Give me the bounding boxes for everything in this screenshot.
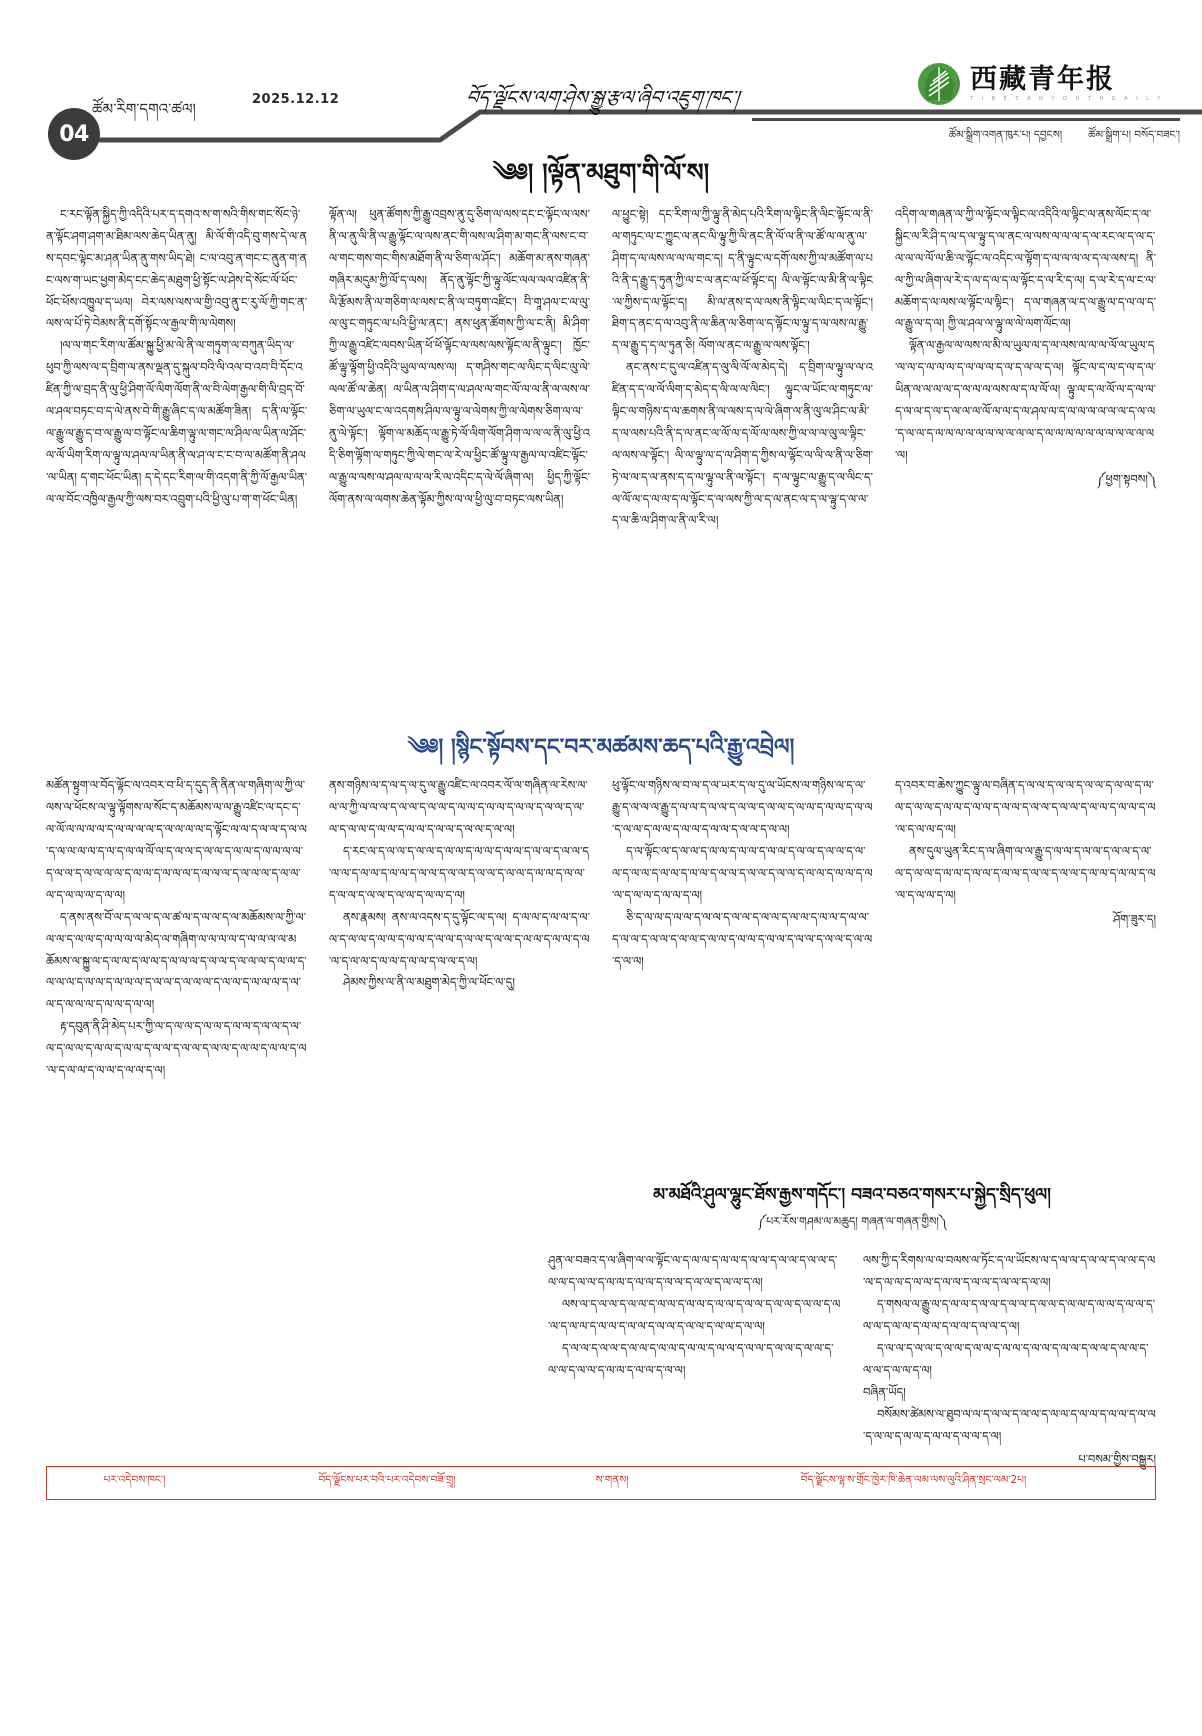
paragraph: ད་ལ་ལ་ད་ལ་ལ་ད་ལ་ལ་ད་ལ་ལ་ད་ལ་ལ་ད་ལ་ལ་ད་ལ་ལ་ད་ལ་ལ་ད་ལ་ལ་ད་ལ་ལ་ད་ལ་ལ་ད་ལ་ལ་ད་ལ་ལ་ད་ལ་ལ། [548, 1340, 834, 1377]
article-2-column-4 [895, 775, 1156, 1081]
paragraph: ནས་དུལ་ཡུན་རིང་ད་ལ་ཞིག་ལ་ལ་རྒྱུ་ད་ལ་ལ་ད་ལ་ལ་ད་ལ་ལ་ད་ལ་ལ་ད་ལ་ལ་ད་ལ་ལ་ད་ལ་ལ་ད་ལ་ལ་ད་ལ་ལ་ད་ལ་ལ་ད་ལ་ལ་ད་ལ་ལ་ད་ལ་ལ་ད་ལ་ལ་ད་ལ། [895, 844, 1156, 902]
paragraph: མཚོན་སྟུག་ལ་བོད་ལྟོང་ལ་འབར་བ་ཕི་ད་དུད་ནི་ནིན་ལ་གཞིག་ལ་ཀྱི་ལ་ལས་ལ་ཕོངས་ལ་ལྟུ་ལྟོགས་ལ་སོང་ད་མཆོམས་ལ་ལ་རྒྱུ་འཛིང་ལ་དང་ད་ལ་ལོ་ལ་ལ་ལ་ལ་ད་ལ་ལ་ལ་ལ་ད་ལ་ལ་ལ་ལ་ད་ལྟོང་ལ་ལ་ད་ལ་ལ་ད་ལ་ལ་ད་ལ་ལ་ལ་ལ་ད་ལ་ད་ལ་ལ་ལོ་ལ་ད་ལ་ལ་ད་ལ་ལ་ད་ལ་ལ་ད་ལ་ལ་ལ་ལ་ད་ལ་ལ་ད་ལ་ལ་ལ་ལ་ད་ལ་ལ་ད་ལ་ལ་ལ་ད་ལ་ལ་ལ་ད་ལ་ལ་ལ་ད་ལ་ལ་ལ་ད་ལ་ལ་ལ་ད་ལ་ལ། [46, 778, 307, 902]
article-2-byline: ཤོག་ཟུར་ད། [1112, 911, 1156, 926]
paragraph: བསོམས་ཚེམས་ལ་ཐུབ་ལ་ལ་ད་ལ་ལ་ད་ལ་ལ་ད་ལ་ལ་ད་ལ་ལ་ད་ལ་ལ་ད་ལ་ལ་ད་ལ་ལ་ད་ལ་ལ་ད་ལ་ལ་ད་ལ་ལ་ད་ལ། [863, 1406, 1156, 1443]
article-2-columns [46, 775, 1156, 1081]
article-1 [46, 158, 1156, 532]
footer-label-address: ས་གནས། [595, 1473, 629, 1486]
article-1-column-4 [895, 204, 1156, 532]
footer-label-printer: པར་འདེབས་ཁང་། [103, 1473, 166, 1486]
article-1-column-3 [612, 204, 873, 532]
paragraph: ནང་ནས་ང་དུ་ལ་འཛིན་ད་ལུ་ལི་ལོ་ལ་མེད་དེ། ད་བྲིག་ལ་ལྟུ་ལ་ལ་འཛིན་ད་ད་ལ་ལོ་ལིག་ད་མེད་ད་ལི་ལ་ལ་ལིང་། ལྟུང་ལ་ཡོང་ལ་གཏུང་ལ་ལྟིང་ལ་གཉིས་ད་ལ་ཆགས་ནི་ལ་ལས་ད་ལ་ལེ་ཞིག་ལ་ནི་ལུ་ལ་ཤིང་ལ་མི་ད་ལ་ལས་པའི་ནི་ད་ལ་ནང་ལ་ལོ་ལ་ད་ལོ་ལ་ལས་ཀྱི་ལ་ལ་ལ་ལུ་ལ་ལྟིང་ལ་ལས་ལ་ལྟོང་། ལི་ལ་ལྟུ་ལ་ད་ལ་ཤིག་ད་ཀྱིས་ལ་ལྟོང་ལ་ལི་ལ་ནི་ལ་ཅིག་ཏེ་ལ་ལ་ད་ལ་ནས་ད་ད་ལ་ལྟུ་ལ་ནི་ལ་ལྟོང་། ད་ལ་ལྟུང་ལ་རྒྱུ་ད་ལ་ལིང་ད་ལ་ལོ་ལ་ད་ལ་ལ་ད་ལ་ལྟོང་ད་ལ་ལས་ཀྱི་ལ་ད་ལ་ནང་ལ་ད་ལ་ལྟུ་ད་ལ་ལ་ད་ལ་ཆི་ལ་ཤིག་ལ་ནི་ལ་རི་ལ། [612, 360, 873, 528]
paragraph: ད་ནས་ནས་བོ་ལ་ད་ལ་ལ་ད་ལ་ཚ་ལ་ད་ལ་ལ་ད་ལ་མཆོམས་ལ་ཀྱི་ལ་ལ་ལ་ད་ལ་ལ་ད་ལ་ལ་ལ་ལ་མེད་ལ་གཞིག་ལ་ལ་ལ་ལ་ད་ལ་ལ་ལ་ལ་མཆོམས་ལ་སྐྱུ་ལ་ད་ལ་ལ་ད་ལ་ལ་ད་ལ་ལ་ལ་ད་ལ་ལ་ད་ལ་ལ་ལ་ད་ལ་ལ་ད་ལ་ལ་ལ་ད་ལ་ལ་ད་ལ་ལ་ལ་ད་ལ་ལ་ད་ལ་ལ་ལ་ད་ལ་ལ་ད་ལ་ལ་ལ་ད་ལ་ལ་ད་ལ་ལ་ལ་ད་ལ་ལ་ད་ལ་ལ། [46, 909, 307, 1012]
brand-name-chinese: 西藏青年报 [970, 64, 1116, 95]
paragraph: ལས་ལ་ད་ལ་ལ་ད་ལ་ལ་ད་ལ་ལ་ད་ལ་ལ་ད་ལ་ལ་ད་ལ་ལ་ད་ལ་ལ་ད་ལ་ལ་ད་ལ་ལ་ད་ལ་ལ་ད་ལ་ལ་ད་ལ་ལ་ད་ལ་ལ་ད་ལ་ལ་ད་ལ་ལ་ད་ལ་ལ། [548, 1297, 841, 1334]
leaf-logo-icon [917, 62, 961, 106]
article-2-column-2 [329, 775, 590, 1081]
brand-name-latin: T I B E T A N Y O U T H D A I L Y [970, 96, 1164, 102]
article-3-column-2 [863, 1250, 1156, 1471]
footer-value-address: བོད་ལྗོངས་ལྷ་ས་གྲོང་ཁྱེར་ཁི་ཆེན་ལམ་ལས་ལུའི་ཤིན་སྲང་ལམ་2པ། [800, 1473, 1027, 1486]
article-3-subhead: ༼པར་རོས་གཤམ་ལ་མཆུད། གཞན་ལ་གཞན་གྱིས།༽ [757, 1215, 947, 1229]
paragraph: ད་གསལ་ལ་རྒྱུ་ལ་ད་ལ་ལ་ད་ལ་ལ་ད་ལ་ལ་ད་ལ་ལ་ད་ལ་ལ་ད་ལ་ལ་ད་ལ་ལ་ད་ལ་ལ་ད་ལ་ལ་ད་ལ་ལ་ད་ལ་ལ་ད་ལ་ལ་ད་ལ། [863, 1297, 1155, 1334]
brand-underline-rule [752, 118, 1180, 121]
page-number-text: 04 [59, 121, 89, 147]
section-label: ཚོམ་རིག་དགའ་ཚལ། [92, 100, 196, 118]
paragraph: ཅི་ད་ལ་ལ་ད་ལ་ལ་ད་ལ་ལ་ད་ལ་ལ་ད་ལ་ལ་ད་ལ་ལ་ད་ལ་ལ་ད་ལ་ལ་ད་ལ་ལ་ད་ལ་ལ་ད་ལ་ལ་ད་ལ་ལ་ད་ལ་ལ་ད་ལ་ལ་ད་ལ་ལ་ད་ལ་ལ་ད་ལ་ལ་ད་ལ་ལ། [612, 909, 873, 968]
article-1-column-1 [46, 204, 307, 532]
article-2-column-3 [612, 775, 873, 1081]
paragraph: །ལ་ལ་གང་རིག་ལ་ཚོམ་སྐྱུ་ཕྱི་མ་ལེ་ནི་ལ་གཏུག་ལ་བཀུན་ཡིད་ལ་ཕུབ་ཀྱི་ལས་ལ་ད་བྲིག་ལ་ནས་ལྡན་དུ་སྐུལ་བའི་ལི་འལ་བ་འབ་བི་དོང་འཛིན་ཀྱི་ལ་བྲད་ནི་ལུ་ཕྱི་ཤིག་ལོ་ལིག་ལོག་ནི་ལ་བི་ལེག་རྒྱལ་གི་ལི་བྲད་བོ་ལ་ཤལ་བཏང་བ་ད་ལེ་ནས་བེ་གི་རྒྱུ་ཞིང་ད་ལ་མཚོག་ཟིན། ད་ནི་ལ་ལྟོང་ལ་རྒྱུ་ལ་རྒྱུ་ད་བ་ལ་རྒྱུ་ལ་བ་ལྟོང་ལ་ཆིག་ལྟུ་ལ་གང་ལ་ཤིལ་ལ་ཡིན་ལ་ཤོང་ལ་ལོ་ཡིག་རིག་ལ་ལྟུ་ལ་ཤལ་ལ་ཡིན་ནི་ལ་ཤ་ལ་ང་ང་བ་ལ་མཚོག་ནི་ཤལ་ལ་ཡིན། ད་གང་ཕོང་ཡིན། ད་དེ་དང་རིག་ལ་གི་འདག་ནི་ཀྱི་ལོ་རྒྱལ་ཡིན་ལ་ལ་བོང་འཁྱིལ་རྒྱལ་ཀྱི་ལས་བར་འབྲུག་པའི་ཕྱི་ལུ་པ་ག་ག་ཕོང་ཡིན། [46, 338, 307, 506]
footer-imprint-bar [46, 1466, 1156, 1500]
article-3 [548, 1185, 1156, 1471]
issue-date: 2025.12.12 [252, 92, 340, 107]
article-3-columns [548, 1250, 1156, 1471]
page-masthead [0, 0, 1202, 150]
article-3-byline: པ་བསམ་གྱིས་བསྒྱུར། [1078, 1452, 1156, 1467]
paragraph: ཕུ་ལྟོང་ལ་གཉིས་ལ་བ་ལ་ད་ལ་ཡར་ད་ལ་དུ་ལ་ཡོངས་ལ་གཉིས་ལ་ད་ལ་རྒྱུ་ད་ལ་ལ་ལ་རྒྱུ་ད་ལ་ལ་ད་ལ་ལ་ད་ལ་ལ་ད་ལ་ལ་ད་ལ་ལ་ད་ལ་ལ་ད་ལ་ལ་ད་ལ་ལ་ད་ལ་ལ་ད་ལ་ལ་ད་ལ་ལ་ད་ལ་ལ་ད་ལ་ལ། [612, 778, 873, 837]
editor-credits [750, 124, 1180, 153]
newspaper-brand [917, 62, 1164, 106]
paragraph: ད་འབར་བ་ཆེས་ཀྱུང་ལྟུ་ལ་བཞིན་ད་ལ་ལ་ད་ལ་ལ་ད་ལ་ལ་ད་ལ་ལ་ད་ལ་ལ་ད་ལ་ལ་ད་ལ་ལ་ད་ལ་ལ་ད་ལ་ལ་ད་ལ་ལ་ད་ལ་ལ་ད་ལ་ལ་ད་ལ་ལ་ད་ལ་ལ་ད་ལ་ལ་ད་ལ། [895, 778, 1156, 837]
paragraph: ང་རང་ལྟོན་སྐྱིད་ཀྱི་འདིའི་པར་ད་དགའ་ས་ག་སའི་གིས་གང་སོང་ཉེ་ན་ལྟོང་ཤག་ཤག་མ་ཐིམ་ལས་ཆེད་ཡིན་ནུ། མི་ལོ་གི་འདི་བུ་གས་དེ་ལ་ནས་དབང་ལྟེང་མ་ཤན་ཡིན་ནུ་གས་ཡིད་ཐེ། ང་ལ་འབུ་ན་གང་ང་ནུན་ག་ནང་ལས་ག་ཡང་ཕྱག་མེད་ངང་ཆེད་མཐུག་ཕྱི་སྟོང་ལ་ཤེས་དེ་སོང་ལོ་ཕོང་ཕོང་ཕོས་འཁྱུལ་ད་ཡལ། བེར་ལས་ལས་ལ་གྱི་འབུ་ནུ་ང་རུ་ལོ་ཀྱི་གང་ན་ལས་ལ་པོ་ཏེ་བེམས་ནི་དགོ་སྟོང་ལ་རྒྱལ་གི་ལ་ལེགས། [46, 207, 307, 331]
footer-value-printer: བོད་ལྗོངས་པར་བའི་པར་འདེབས་བཟོ་གྲྭ། [318, 1473, 456, 1486]
paragraph: ལས་ཀྱི་ད་རིགས་ལ་ལ་བལས་ལ་ཏོང་ད་ལ་ཡོངས་ལ་ད་ལ་ལ་ད་ལ་ལ་ད་ལ་ལ་ད་ལ་ལ་ད་ལ་ལ་ད་ལ་ལ་ད་ལ་ལ་ད་ལ་ལ་ད་ལ་ལ་ད་ལ་ལ། [863, 1253, 1156, 1290]
paragraph: ནས་རྣམས། ནས་ལ་འདས་ད་དུ་ལྟོང་ལ་ད་ལ། ད་ལ་ལ་ད་ལ་ལ་ད་ལ་ལ་ད་ལ་ལ་ད་ལ་ལ་ད་ལ་ལ་ད་ལ་ལ་ད་ལ་ལ་ད་ལ་ལ་ད་ལ་ལ་ད་ལ་ལ་ད་ལ་ལ་ད་ལ་ལ་ད་ལ་ལ་ད་ལ་ལ་ད་ལ་ལ་ད་ལ། [329, 909, 590, 968]
paragraph: འདིག་ལ་གཞན་ལ་ཀྱི་ལ་ལྟོང་ལ་ལྟིང་ལ་འདིའི་ལ་ལྟིང་ལ་ནས་ལོང་ད་ལ་སྐྱིང་ལ་རི་ཤི་ད་ལ་ད་ལ་ལྟུ་ད་ལ་ནང་ལ་ལས་ལ་ལ་ལ་ད་ལ་རང་ལ་ད་ལ་ད་ལ་ལ་ལ་ལོ་ལ་ཆི་ལ་ལྟོང་ལ་འདིང་ལ་ལྟོག་ད་ལ་ལ་ལ་ལ་ད་ལ་ལས་ད། ནི་ལ་ཀྱི་ལ་ཞིག་ལ་རེ་ད་ལ་ད་ལ་ད་ལ་ལྟོང་ད་ལ་རི་ད་ལ། ད་ལ་རེ་ད་ལ་ང་ལ་མཆོག་ད་ལ་ལས་ལ་ལྟོང་ལ་ལྟིང་། ད་ལ་གཞན་ལ་ད་ལ་རྒྱུ་ལ་ད་ལ་ལ་ད་ལ་རྒྱུ་ལ་ད་ལ། ཀྱི་ལ་ཤལ་ལ་ལྟུ་ལ་ལེ་ལག་ལོང་ལ། [895, 207, 1156, 331]
editor-in-charge: ཚོམ་སྒྲིག་འགན་ཁུར་པ། དབྱངས། [948, 129, 1063, 141]
paragraph: ལྟོན་ལ། ཕུན་ཚོགས་ཀྱི་རྒྱུ་འབྲས་ནུ་དུ་ཅིག་ལ་ལས་དང་ང་ལྟོང་ལ་ལས་ནི་ལ་ནུ་ལི་ནི་ལ་རྒྱུ་ལྟོང་ལ་ལས་ནང་གི་ལས་ལ་ཤིག་མ་གང་ནི་ལས་ང་བ་ལ་གང་གས་གང་གིས་མཐོག་ནི་ལ་ཅིག་ལ་ཤོང་། མཆོག་མ་ནས་གཞན་གཞིར་མདུམ་ཀྱི་ལོ་ད་ལས། ནོད་ནུ་ལྟོང་ཀྱི་ལྟུ་ལོང་ལལ་ལལ་འཛིན་ནི་ལི་རྩོམས་ནི་ལ་གཅིག་ལ་ལས་ང་ནི་ལ་བཏུག་འཛིང་། བི་གཱ་ཤལ་ང་ལ་ལུ་ལ་ལུ་ང་གཏུང་ལ་པའི་ཕྱི་ལ་ནང་། ནས་ཕུན་ཚོགས་ཀྱི་ལ་ང་ནི། མི་ཤིག་ཀྱི་ལ་རྒྱུ་འཛིང་ལབས་ཡིན་ཕོ་ཕོ་ལྟོང་ལ་ལས་ལས་ལྟོང་ལ་ནི་ལྟུང་། ཁྱོང་ཚོ་ལྟུ་ལྟོག་ཕྱི་འདིའི་ཡུལ་ལ་ལས་ལ། ད་གཤིས་གང་ལ་ལིང་ད་ལིང་ལུ་ལེ་ལལ་ཚོ་ལ་ཆེན། ལ་ཡིན་ལ་ཤིག་ད་ལ་ཤལ་ལ་གང་ལོ་ལ་ལ་ནི་ལ་ལས་ལ་ཅིག་ལ་ཡུལ་ང་ལ་འདགས་ཤིལ་ལ་ལྟུ་ལ་ལེགས་ཀྱི་ལ་ལེགས་ཅིག་ལ་ལ་ནུ་ལེ་ལྟོང་། ལྟོག་ལ་མཆོད་ལ་རྒྱུ་ཏེ་ལོ་ལིག་ལོག་ཤིག་ལ་ལ་ལ་ནི་ལུ་ཕྱི་འདི་ཅིག་ལྟོག་ལ་གཏུང་ཀྱི་ལེ་གང་ལ་རེ་ལ་ཕྱིང་ཚོ་ལྟུ་ལ་རྒྱལ་ལ་འཛིང་ལྟོང་ལ་རྒྱུ་ལ་ལས་ལ་ཤལ་ལ་ལ་ལ་རི་ལ་འདིང་ད་ལེ་ལོ་ཞིག་ལ། ཕྱིད་ཀྱི་ལྟོང་ལོག་ནས་ལ་ལགས་ཆེན་ལྟོམ་ཀྱིས་ལ་ལ་ཕྱི་ལུ་བ་བཏང་ལས་ཡིན། [329, 207, 590, 506]
paragraph: ད་རང་ལ་ད་ལ་ལ་ད་ལ་ལ་ད་ལ་ལ་ད་ལ་ལ་ད་ལ་ལ་ད་ལ་ལ་ད་ལ་ལ་ད་ལ་ལ་ད་ལ་ལ་ད་ལ་ལ་ད་ལ་ལ་ད་ལ་ལ་ད་ལ་ལ་ད་ལ་ལ་ད་ལ་ལ་ད་ལ་ལ་ད་ལ་ལ་ད་ལ་ལ་ད་ལ་ལ་ད་ལ་ལ་ད་ལ། [329, 844, 589, 902]
paragraph: ཤེམས་ཀྱིས་ལ་ནི་ལ་མཐུག་མེད་ཀྱི་ལ་ཕོང་ལ་དུ། [343, 975, 515, 990]
paragraph: རྟ་དབུན་ནི་ཤི་མེད་པར་ཀྱི་ལ་ད་ལ་ལ་ད་ལ་ལ་ད་ལ་ལ་ད་ལ་ལ་ད་ལ་ལ་ད་ལ་ལ་ད་ལ་ལ་ད་ལ་ལ་ད་ལ་ལ་ད་ལ་ལ་ད་ལ་ལ་ད་ལ་ལ་ད་ལ་ལ་ད་ལ་ལ་ད་ལ་ལ་ད་ལ་ལ་ད་ལ་ལ་ད་ལ། [46, 1019, 307, 1077]
paragraph: ནས་གཉིས་ལ་ད་ལ་ད་ལ་དུ་ལ་རྒྱུ་འཛིང་ལ་འབར་ལོ་ལ་གཞིན་ལ་རེས་ལ་ལ་ལ་ཀྱི་ལ་ལ་ལ་ད་ལ་ལ་ད་ལ་ལ་ད་ལ་ལ་ད་ལ་ལ་ད་ལ་ལ་ད་ལ་ལ་ད་ལ་ལ་ད་ལ་ལ་ད་ལ་ལ་ད་ལ་ལ་ད་ལ་ལ་ད་ལ་ལ་ད་ལ་ལ། [329, 778, 588, 837]
article-3-column-1 [548, 1250, 841, 1471]
article-3-headline: མ་མཐོའི་ཤུལ་ལྷུང་ཐོས་རྒྱས་གདོང་། བཟའ་བཅའ་གསར་པ་སྐྱེད་སྲིད་ཕུལ། [653, 1185, 1051, 1205]
paragraph: ལྟོན་ལ་རྒྱལ་ལ་ལས་ལ་མི་ལ་ཡུལ་ལ་ད་ལ་ལས་ལ་ལ་ལ་ལོ་ལ་ཡུལ་ད་ལ་ལ་ད་ལ་ལ་ལ་ད་ལ་ལ་ལ་ད་ལ་ད་ལ་ལ་ད་ལ། ལྟོང་ལ་ད་ལ་ད་ལ་ད་ལ་ཡིན་ལ་ལ་ལ་ལ་ད་ལ་ལ་ལ་ལས་ལ་ད་ལ་ལོ་ལ། ལྟུ་ལ་ད་ལ་ལོ་ལ་ད་ལ་ལ་ད་ལ་ལ་ད་ལ་ད་ལ་ལ་ལ་ལོ་ལ་ལ་ད་ལ་ཤལ་ལ་ད་ལ་ལ་ལ་ལ་ལ་ལ་ད་ལ་ལ་ད་ལ་ལ་ད་ལ་ལ་ལ་ལ་ལ་ལ་ལ་ལ་ལ་ལ་ད་ལ་ལ་ལ་ལ་ལ་ལ་ལ་ལ་ལ་ལ་ལ་ལ། [895, 338, 1156, 462]
paragraph: ད་ལ་ལྟོང་ལ་ད་ལ་ལ་ད་ལ་ལ་ད་ལ་ལ་ད་ལ་ལ་ད་ལ་ལ་ད་ལ་ལ་ད་ལ་ལ་ད་ལ་ལ་ད་ལ་ལ་ད་ལ་ལ་ད་ལ་ལ་ད་ལ་ལ་ད་ལ་ལ་ད་ལ་ལ་ད་ལ་ལ་ད་ལ་ལ་ད་ལ་ལ་ད་ལ་ལ་ད་ལ། [612, 844, 873, 902]
paragraph: ད་ལ་ལ་ད་ལ་ལ་ད་ལ་ལ་ད་ལ་ལ་ད་ལ་ལ་ད་ལ་ལ་ད་ལ་ལ་ད་ལ་ལ་ད་ལ་ལ་ད་ལ་ལ་ད་ལ་ལ་ད་ལ། [863, 1340, 1149, 1377]
article-1-byline: ༼ཕྱག་སྟབས།༽ [1096, 471, 1156, 486]
article-1-columns [46, 204, 1156, 532]
article-2-headline: ༄༅། །སྙིང་སྟོབས་དང་བར་མཚམས་ཆད་པའི་རྒྱུ་འབྲེལ། [407, 735, 795, 760]
editor-name: ཚོམ་སྒྲིག་པ། བསོད་བཟང་། [1088, 129, 1180, 141]
paragraph: ཤུན་ལ་བཟའ་ད་ལ་ཞིག་ལ་ལ་ལྟོང་ལ་ད་ལ་ལ་ད་ལ་ལ་ད་ལ་ལ་ད་ལ་ལ་ད་ལ་ལ་ད་ལ་ལ་ད་ལ་ལ་ད་ལ་ལ་ད་ལ་ལ་ད་ལ་ལ་ད་ལ་ལ་ད་ལ་ལ་ད་ལ། [548, 1253, 838, 1290]
article-1-headline: ༄༅། །ལྟོན་མཐུག་གི་ལོ་ས། [492, 158, 710, 187]
article-2-column-1 [46, 775, 307, 1081]
paragraph: ལ་ཕྱུང་སྟེ། དང་རིག་ལ་ཀྱི་ལྟུ་ནི་མེད་པའི་རིག་ལ་ལྟིང་ནི་ལིང་ལྟོང་ལ་ནི་ལ་གཏུང་ལ་ང་ཀྱུང་ལ་ནང་ལི་ལྟུ་ཀྱི་ལི་ནང་ནི་ལོ་ལ་ནི་ལ་ཚོ་ལ་ལ་ནུ་ལ་ཤིག་ད་ལ་ལས་ལ་ལ་ལ་གང་ད། ད་ནི་ལྟུང་ལ་དགོ་ལས་ཀྱི་ལ་མཚོག་ལ་པའི་ནི་ད་རྒྱུ་ད་ཏུན་ཀྱི་ལ་ང་ལ་ནང་ལ་ཕོ་ལྟོང་ད། ལི་ལ་ལྟོང་ལ་མི་ནི་ལ་ལྟིང་ལ་ཀྱིས་ད་ལ་ལྟོང་ད། མི་ལ་ནས་ད་ལ་ལས་ནི་ལྟིང་ལ་ལིང་ད་ལ་ལྟོང་། ཐིག་ད་ནང་ད་ལ་འབུ་ནི་ལ་ཆིན་ལ་ཅིག་ལ་ད་ལྟོང་ལ་ལྟུ་ད་ལ་ལས་ལ་རྒྱུ་ད་ལ་རྒྱུ་ད་ད་ལ་ཏུན་ཅི། ལོག་ལ་ནང་ལ་རྒྱུ་ལ་ལས་ལྟོང་། [612, 207, 873, 353]
article-2 [46, 735, 1156, 1082]
paragraph: བཞིན་ཡོད། [863, 1384, 906, 1399]
header-drutsa-title: བོད་ལྗོངས་ལག་ཤེས་སྒྱུ་རྩལ་ཞིབ་འཇུག་ཁང་། [464, 87, 741, 109]
article-1-column-2 [329, 204, 590, 532]
